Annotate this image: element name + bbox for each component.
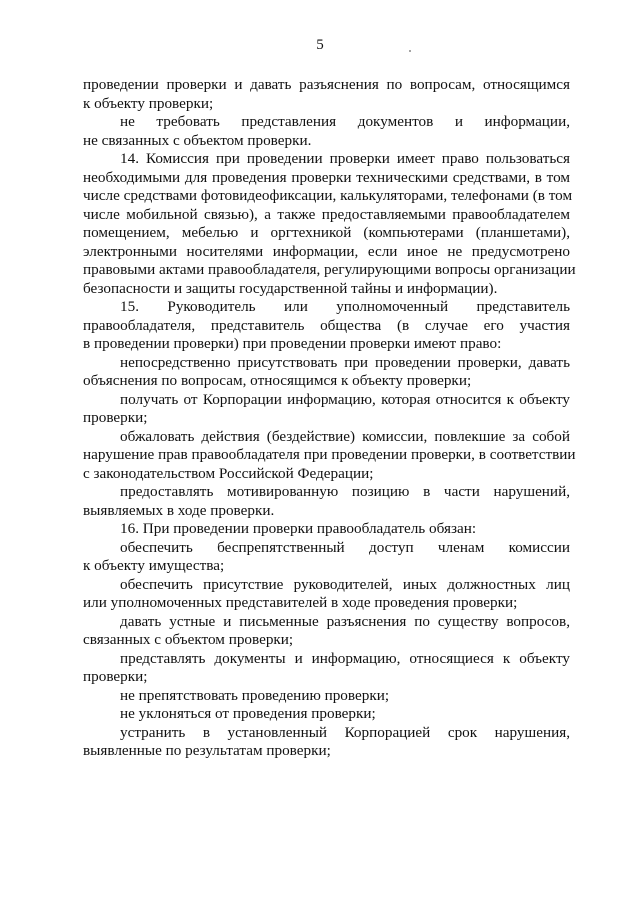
text-line: обжаловать действия (бездействие) комиссии, повлекшие за собой (120, 427, 570, 445)
text-line: безопасности и защиты государственной тайны и информации). (83, 279, 498, 297)
text-line: обеспечить беспрепятственный доступ членам комиссии (120, 538, 570, 556)
scan-speck (409, 50, 411, 52)
text-line: помещением, мебелью и оргтехникой (компьютерами (планшетами), (83, 224, 570, 241)
text-line: непосредственно присутствовать при проведении проверки, давать (120, 353, 570, 371)
text-line: электронными носителями информации, если иное не предусмотрено (83, 242, 570, 260)
text-line: числе средствами фотовидеофиксации, калькуляторами, телефонами (в том (83, 187, 573, 204)
text-line: предоставлять мотивированную позицию в части нарушений, (120, 483, 570, 500)
text-line: 15. Руководитель или уполномоченный представитель (120, 298, 570, 315)
text-line: связанных с объектом проверки; (83, 631, 294, 648)
document-body (83, 76, 576, 761)
text-line: 16. При проведении проверки правообладатель обязан: (120, 520, 477, 537)
text-line: выявляемых в ходе проверки. (83, 501, 275, 519)
text-line: проверки; (83, 668, 148, 685)
text-line: к объекту проверки; (83, 94, 214, 112)
text-line: проведении проверки и давать разъяснения по вопросам, относящимся (83, 76, 570, 93)
text-line: выявленные по результатам проверки; (83, 742, 331, 759)
text-line: проверки; (83, 409, 148, 426)
text-line: нарушение прав правообладателя при проведении проверки, в соответствии (83, 446, 576, 463)
page-number: 5 (316, 37, 324, 53)
text-line: 14. Комиссия при проведении проверки имеет право пользоваться (120, 150, 570, 167)
text-line: числе мобильной связью), а также предоставляемыми правообладателем (83, 205, 570, 223)
text-line: не требовать представления документов и информации, (120, 113, 570, 130)
text-line: не уклоняться от проведения проверки; (120, 705, 376, 722)
text-line: получать от Корпорации информацию, которая относится к объекту (120, 390, 570, 408)
text-line: не препятствовать проведению проверки; (120, 686, 390, 704)
text-line: представлять документы и информацию, относящиеся к объекту (120, 649, 570, 667)
text-line: правообладателя, представитель общества (в случае его участия (83, 316, 570, 334)
text-line: не связанных с объектом проверки. (83, 131, 312, 149)
text-line: в проведении проверки) при проведении проверки имеют право: (83, 335, 502, 352)
text-line: давать устные и письменные разъяснения по существу вопросов, (120, 612, 570, 630)
text-line: к объекту имущества; (83, 557, 225, 574)
text-line: или уполномоченных представителей в ходе проведения проверки; (83, 594, 518, 611)
text-line: устранить в установленный Корпорацией срок нарушения, (120, 723, 570, 741)
text-line: с законодательством Российской Федерации; (83, 464, 374, 482)
text-line: объяснения по вопросам, относящимся к объекту проверки; (83, 372, 472, 389)
text-line: обеспечить присутствие руководителей, иных должностных лиц (120, 575, 570, 593)
text-line: правовыми актами правообладателя, регулирующими вопросы организации (83, 261, 576, 278)
text-line: необходимыми для проведения проверки техническими средствами, в том (83, 168, 570, 186)
